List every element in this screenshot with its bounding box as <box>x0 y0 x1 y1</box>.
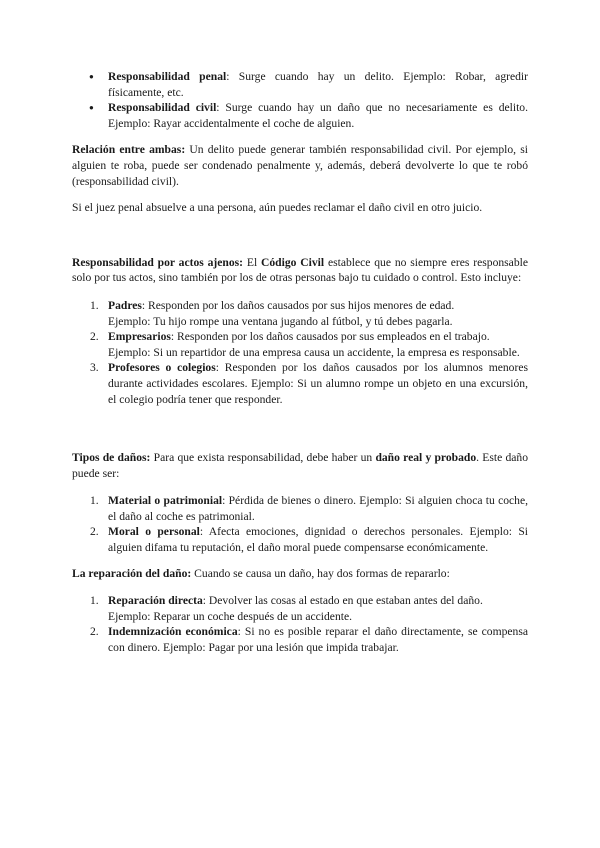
relation-paragraph: Relación entre ambas: Un delito puede generar también responsabilidad civil. Por ejemplo, si alguien te roba, puede ser condenado penalmente y, además, deberá devolverte lo que te robó (responsabilidad civil). <box>72 143 528 188</box>
list-item: ● Responsabilidad penal: Surge cuando hay un delito. Ejemplo: Robar, agredir físicamente, etc. <box>72 69 528 100</box>
list-item: 1. Reparación directa: Devolver las cosas al estado en que estaban antes del daño. Ejemplo: Reparar un coche después de un accidente. <box>90 594 483 623</box>
list-item: 1. Material o patrimonial: Pérdida de bienes o dinero. Ejemplo: Si alguien choca tu coche, el daño al coche es patrimonial. <box>90 494 528 523</box>
list-item: 2. Empresarios: Responden por los daños causados por sus empleados en el trabajo. Ejemplo: Si un repartidor de una empresa causa un accidente, la empresa es responsable. <box>90 330 520 359</box>
list-item: 3. Profesores o colegios: Responden por los daños causados por los alumnos menores durante actividades escolares. Ejemplo: Si un alumno rompe un objeto en una excursión, el colegio podría tener que responder. <box>90 361 528 406</box>
list-item: ● Responsabilidad civil: Surge cuando hay un daño que no necesariamente es delito. Ejemplo: Rayar accidentalmente el coche de alguien. <box>72 100 528 131</box>
vicarious-liability-intro: Responsabilidad por actos ajenos: El Código Civil establece que no siempre eres responsable solo por tus actos, sino también por los de otras personas bajo tu cuidado o control. Esto incluye: <box>72 255 528 285</box>
document-page <box>72 69 528 656</box>
list-item: 1. Padres: Responden por los daños causados por sus hijos menores de edad. Ejemplo: Tu hijo rompe una ventana jugando al fútbol, y tú debes pagarla. <box>90 298 455 328</box>
damage-repair-intro: La reparación del daño: Cuando se causa un daño, hay dos formas de repararlo: <box>72 566 450 580</box>
note-paragraph: Si el juez penal absuelve a una persona, aún puedes reclamar el daño civil en otro juicio. <box>72 201 483 215</box>
list-item: 2. Indemnización económica: Si no es posible reparar el daño directamente, se compensa con dinero. Ejemplo: Pagar por una lesión que impida trabajar. <box>90 625 528 655</box>
list-item: 2. Moral o personal: Afecta emociones, dignidad o derechos personales. Ejemplo: Si alguien difama tu reputación, el daño moral puede compensarse económicamente. <box>90 525 529 555</box>
damage-types-intro: Tipos de daños: Para que exista responsabilidad, debe haber un daño real y probado. Este daño puede ser: <box>72 451 528 480</box>
damage-types-list <box>72 493 528 555</box>
damage-repair-list <box>72 593 528 655</box>
responsibility-types-list <box>72 69 528 131</box>
vicarious-liability-list <box>72 298 528 407</box>
